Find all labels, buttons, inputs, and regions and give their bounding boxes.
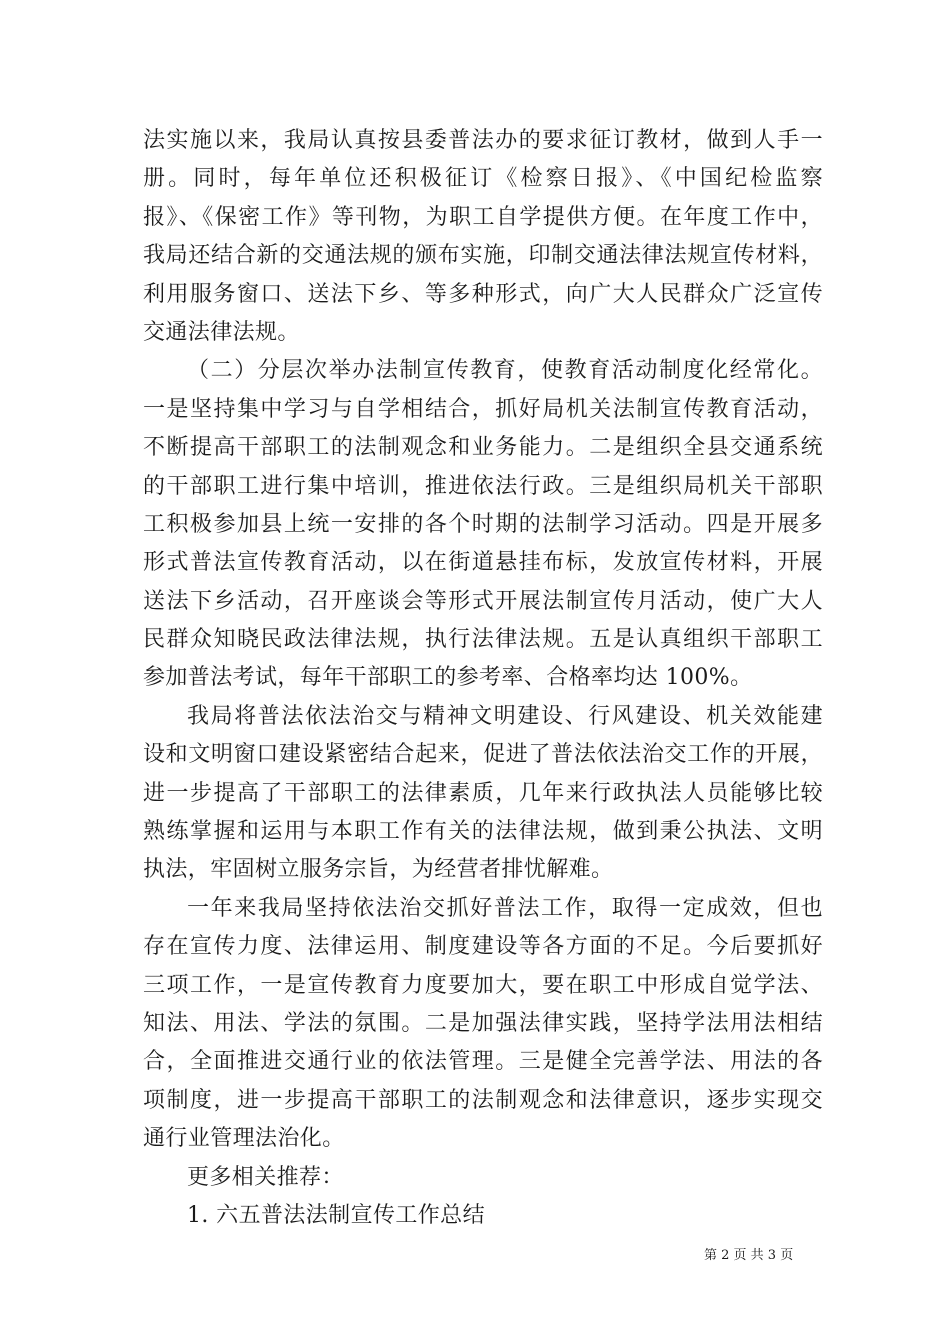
section-heading: （二）分层次举办法制宣传教育，使教育活动制度化经常化。: [187, 358, 823, 384]
page-number: 第 2 页 共 3 页: [704, 1248, 794, 1263]
paragraph-1: [143, 122, 823, 352]
text-line: 报》、《保密工作》等刊物，为职工自学提供方便。在年度工作中，: [143, 204, 823, 230]
text-line: 我局还结合新的交通法规的颁布实施，印制交通法律法规宣传材料，: [143, 243, 823, 269]
text-line: 一是坚持集中学习与自学相结合，抓好局机关法制宣传教育活动，: [143, 396, 823, 422]
text-line: 知法、用法、学法的氛围。二是加强法律实践，坚持学法用法相结: [143, 1010, 823, 1036]
text-line: 设和文明窗口建设紧密结合起来，促进了普法依法治交工作的开展，: [143, 742, 823, 768]
text-line: 民群众知晓民政法律法规，执行法律法规。五是认真组织干部职工: [143, 627, 823, 653]
text-line: 进一步提高了干部职工的法律素质，几年来行政执法人员能够比较: [143, 780, 823, 806]
text-line: 一年来我局坚持依法治交抓好普法工作，取得一定成效，但也: [187, 895, 823, 921]
text-line: 存在宣传力度、法律运用、制度建设等各方面的不足。今后要抓好: [143, 934, 823, 960]
text-line: 利用服务窗口、送法下乡、等多种形式，向广大人民群众广泛宣传: [143, 281, 823, 307]
related-heading: [143, 1159, 823, 1197]
text-line: 熟练掌握和运用与本职工作有关的法律法规，做到秉公执法、文明: [143, 819, 823, 845]
paragraph-2: [143, 352, 823, 698]
related-list: [143, 1197, 823, 1235]
related-link[interactable]: 1. 六五普法法制宣传工作总结: [187, 1202, 485, 1228]
text-line: 更多相关推荐：: [187, 1164, 344, 1190]
text-line: 项制度，进一步提高干部职工的法制观念和法律意识，逐步实现交: [143, 1087, 823, 1113]
document-body: [143, 122, 823, 1235]
text-line: 形式普法宣传教育活动，以在街道悬挂布标，发放宣传材料，开展: [143, 550, 823, 576]
text-line: 不断提高干部职工的法制观念和业务能力。二是组织全县交通系统: [143, 435, 823, 461]
text-line: 通行业管理法治化。: [143, 1126, 345, 1152]
text-line: 工积极参加县上统一安排的各个时期的法制学习活动。四是开展多: [143, 511, 823, 537]
text-line: 执法，牢固树立服务宗旨，为经营者排忧解难。: [143, 857, 614, 883]
paragraph-4: [143, 890, 823, 1159]
text-line: 送法下乡活动，召开座谈会等形式开展法制宣传月活动，使广大人: [143, 588, 823, 614]
paragraph-3: [143, 698, 823, 890]
text-line: 交通法律法规。: [143, 319, 300, 345]
text-line: 参加普法考试，每年干部职工的参考率、合格率均达 100%。: [143, 665, 753, 691]
text-line: 合，全面推进交通行业的依法管理。三是健全完善学法、用法的各: [143, 1049, 823, 1075]
text-line: 法实施以来，我局认真按县委普法办的要求征订教材，做到人手一: [143, 128, 823, 153]
text-line: 的干部职工进行集中培训，推进依法行政。三是组织局机关干部职: [143, 473, 823, 499]
text-line: 册。同时，每年单位还积极征订《检察日报》、《中国纪检监察: [143, 166, 823, 192]
text-line: 三项工作，一是宣传教育力度要加大，要在职工中形成自觉学法、: [143, 972, 823, 998]
text-line: 我局将普法依法治交与精神文明建设、行风建设、机关效能建: [187, 703, 823, 729]
